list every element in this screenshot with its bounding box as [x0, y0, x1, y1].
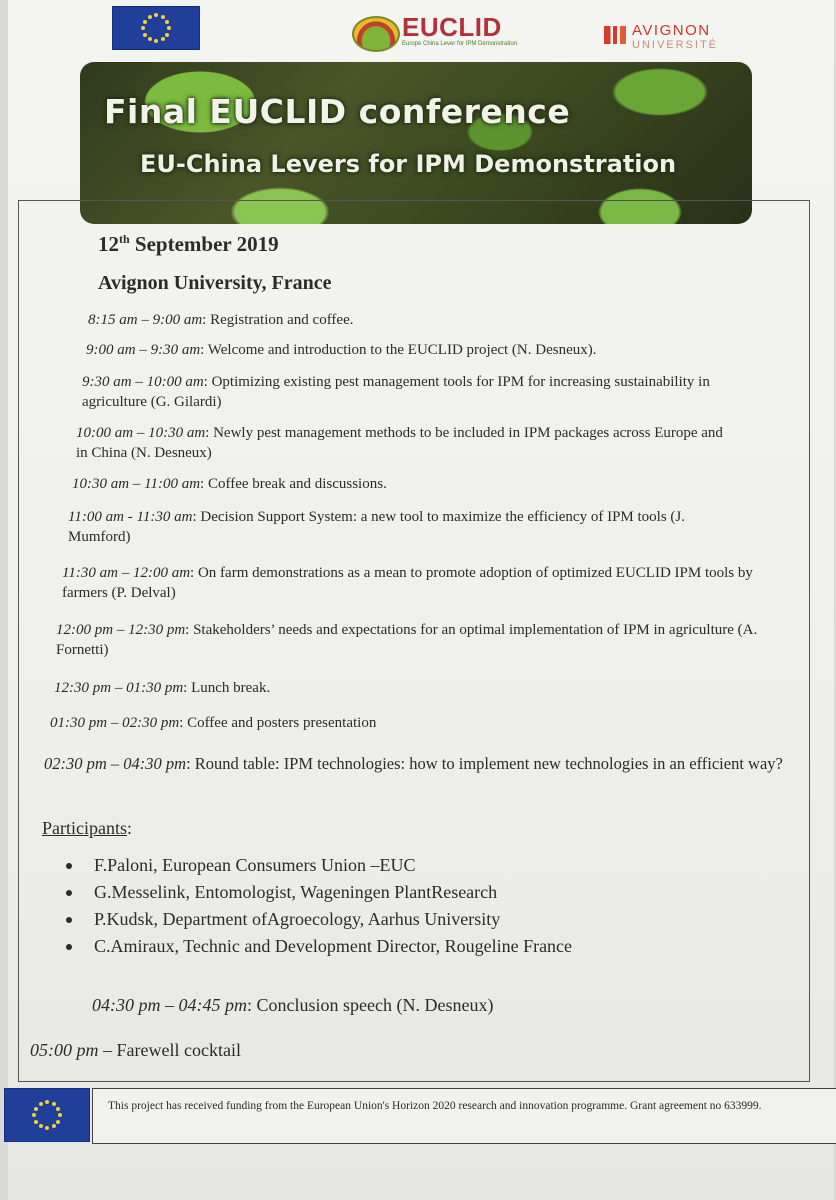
schedule-entry [50, 713, 750, 733]
schedule-text: : Coffee break and discussions. [200, 476, 387, 492]
eu-flag-icon [4, 1088, 90, 1142]
schedule-time: 11:30 am – 12:00 am [62, 565, 191, 581]
euclid-logo [352, 12, 518, 52]
schedule-time: 12:00 pm – 12:30 pm [56, 622, 186, 638]
schedule-entry [56, 620, 786, 660]
star-icon [45, 1126, 49, 1130]
star-icon [56, 1120, 60, 1124]
funding-notice: This project has received funding from the European Union's Horizon 2020 research and innovation programme. Grant agreement no 633999. [108, 1100, 762, 1112]
schedule-text: : On farm demonstrations as a mean to promote adoption of optimized EUCLID IPM tools by farmers (P. Delval) [62, 565, 753, 601]
schedule-time: 8:15 am – 9:00 am [88, 312, 203, 328]
schedule-time: 05:00 pm [30, 1040, 99, 1060]
schedule-entry [92, 993, 792, 1017]
schedule-text: : Registration and coffee. [202, 312, 354, 328]
euclid-emblem-icon [352, 16, 400, 52]
schedule-entry [88, 310, 788, 330]
star-icon [32, 1113, 36, 1117]
schedule-time: 02:30 pm – 04:30 pm [44, 754, 187, 773]
event-venue: Avignon University, France [98, 272, 332, 294]
star-icon [39, 1124, 43, 1128]
eu-stars-icon [141, 13, 171, 43]
star-icon [143, 20, 147, 24]
euclid-logo-text: EUCLID [402, 12, 502, 42]
star-icon [143, 33, 147, 37]
schedule-time: 12:30 pm – 01:30 pm [54, 680, 184, 696]
schedule-text: : Round table: IPM technologies: how to implement new technologies in an efficient way? [186, 754, 783, 773]
star-icon [148, 37, 152, 41]
star-icon [167, 26, 171, 30]
schedule-text: : Lunch break. [183, 680, 271, 696]
schedule-text: : Optimizing existing pest management tools for IPM for increasing sustainability in agriculture (G. Gilardi) [82, 374, 710, 410]
participants-heading [42, 818, 132, 839]
eu-flag-icon [112, 6, 200, 50]
schedule-time: 10:00 am – 10:30 am [76, 425, 206, 441]
schedule-time: 01:30 pm – 02:30 pm [50, 715, 180, 731]
event-date [98, 232, 279, 257]
star-icon [39, 1102, 43, 1106]
banner-subtitle: EU-China Levers for IPM Demonstration [140, 150, 677, 178]
schedule-entry [82, 372, 722, 412]
schedule-text: : Stakeholders’ needs and expectations for an optimal implementation of IPM in agriculture (A. Fornetti) [56, 622, 758, 658]
avignon-logo-text: AVIGNON [632, 22, 711, 39]
funding-box [92, 1088, 836, 1144]
participants-colon: : [126, 818, 132, 838]
star-icon [52, 1124, 56, 1128]
schedule-text: : Decision Support System: a new tool to maximize the efficiency of IPM tools (J. Mumford) [68, 509, 685, 545]
schedule-entry [68, 507, 748, 547]
date-suffix: th [119, 232, 130, 246]
schedule-entry [54, 678, 754, 698]
schedule-entry [62, 563, 762, 603]
star-icon [161, 37, 165, 41]
star-icon [154, 13, 158, 17]
star-icon [148, 15, 152, 19]
avignon-mark-icon [604, 26, 626, 44]
schedule-entry [76, 423, 736, 463]
schedule-text: : Welcome and introduction to the EUCLID project (N. Desneux). [200, 342, 597, 358]
schedule-time: 04:30 pm – 04:45 pm [92, 995, 247, 1015]
date-month-year: September 2019 [129, 232, 279, 256]
list-item: G.Messelink, Entomologist, Wageningen PlantResearch [60, 879, 572, 906]
avignon-university-logo [604, 22, 744, 58]
schedule-time: 10:30 am – 11:00 am [72, 476, 201, 492]
star-icon [165, 20, 169, 24]
schedule-text: : Newly pest management methods to be included in IPM packages across Europe and in China (N. Desneux) [76, 425, 723, 461]
star-icon [58, 1113, 62, 1117]
schedule-entry [30, 1038, 730, 1062]
star-icon [34, 1120, 38, 1124]
schedule-entry [86, 340, 786, 360]
star-icon [52, 1102, 56, 1106]
date-day: 12 [98, 232, 119, 256]
euclid-tagline: Europe China Lever for IPM Demonstration [402, 41, 518, 47]
schedule-text: : Coffee and posters presentation [179, 715, 377, 731]
schedule-time: 9:00 am – 9:30 am [86, 342, 201, 358]
star-icon [56, 1107, 60, 1111]
list-item: F.Paloni, European Consumers Union –EUC [60, 852, 572, 879]
star-icon [161, 15, 165, 19]
list-item: C.Amiraux, Technic and Development Director, Rougeline France [60, 933, 572, 960]
banner-title: Final EUCLID conference [104, 92, 571, 131]
schedule-time: 9:30 am – 10:00 am [82, 374, 204, 390]
list-item: P.Kudsk, Department ofAgroecology, Aarhus University [60, 906, 572, 933]
star-icon [45, 1100, 49, 1104]
schedule-text: – Farewell cocktail [98, 1040, 241, 1060]
schedule-entry [72, 474, 772, 494]
star-icon [34, 1107, 38, 1111]
participants-list [60, 852, 572, 960]
schedule-time: 11:00 am - 11:30 am [68, 509, 193, 525]
schedule-entry [44, 750, 798, 777]
participants-label: Participants [42, 818, 127, 838]
star-icon [165, 33, 169, 37]
star-icon [154, 39, 158, 43]
avignon-logo-subtext: UNIVERSITÉ [632, 39, 719, 51]
schedule-text: : Conclusion speech (N. Desneux) [247, 995, 494, 1015]
eu-stars-icon [32, 1100, 62, 1130]
star-icon [141, 26, 145, 30]
